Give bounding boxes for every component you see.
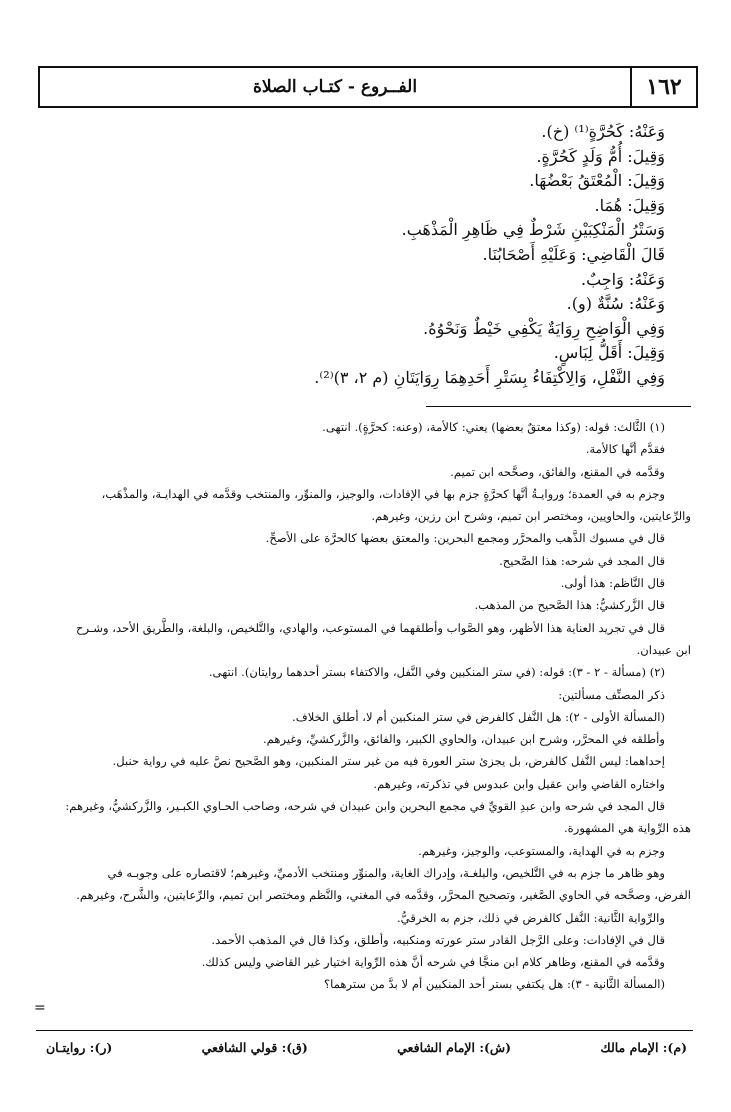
main-text-line: وَقِيلَ: الْمُعْتَقُ بَعْضُهَا.: [529, 171, 665, 191]
footnote-line: قال المجد في شرحه وابن عبدِ القويِّ في مجمع البحرين وابن عبيدان في شرحه، وصاحب الحـاوي الكبـير، والزَّركشيُّ، وغيرهم:: [65, 799, 665, 814]
legend-item: (ر): روايتـان: [46, 1040, 113, 1055]
page-header: [38, 66, 698, 108]
main-text-line: وَعَنْهُ: كَحُرَّةٍ⁽¹⁾ (خ).: [541, 122, 665, 141]
footnote-line: وجزم به في العمدة؛ وروايـةُ أنَّها كحرَّةٍ جزم بها في الإفادات، والوجيز، والمنوِّر، والمنتخب وقدَّمه في الهدايـة، والمذْهَب،: [101, 486, 665, 501]
footnote-line: (٢) (مسألة - ٢ - ٣): قوله: (في ستر المنكبين وفي النَّفل، والاكتفاء بستر أحدهما روايتان). انتهى.: [208, 665, 665, 680]
footnote-line: والرِّواية الثَّانية: النَّفل كالفرض في ذلك، جزم به الخرقيُّ.: [396, 910, 665, 925]
legend-item: (ق): قولي الشافعي: [201, 1040, 308, 1055]
footnote-line: وجزم به في الهداية، والمستوعب، والوجيز، وغيرهم.: [418, 843, 665, 858]
page-number: ١٦٢: [630, 68, 696, 106]
footnote-line: وأطلقه في المحرَّر، وشرح ابن عبيدان، والحاوي الكبير، والفائق، والزَّركشيِّ، وغيرهم.: [262, 732, 665, 747]
main-text: [65, 120, 665, 391]
main-text-line: قَالَ الْقَاضِي: وَعَلَيْهِ أَصْحَابُنَا.: [482, 244, 665, 264]
footnote-line: (١) الثَّالث: قوله: (وكذا معتقٌ بعضها) يعني: كالأمة، (وعنه: كحرَّةٍ). انتهى.: [322, 420, 665, 434]
footnote-line: قال في مسبوك الذَّهب والمحرَّر ومجمع البحرين: والمعتق بعضها كالحرَّة على الأصحِّ.: [265, 531, 665, 546]
footnote-line: والرِّعايتين، والحاويين، ومختصر ابن تميم، وشرح ابن رزين، وغيرهم.: [371, 509, 691, 524]
footnote-line: واختاره القاضي وابن عقيل وابن عبدوس في تذكرته، وغيرهم.: [373, 776, 665, 791]
running-title: الفــروع - كتـاب الصلاة: [252, 77, 418, 97]
legend-item: (ش): الإمام الشافعي: [397, 1040, 512, 1055]
main-text-line: وَقِيلَ: أُمُّ وَلَدٍ كَحُرَّةٍ.: [536, 146, 665, 166]
footnote-line: ذكر المصنِّف مسألتين:: [558, 687, 665, 702]
main-text-line: وَقِيلَ: هُمَا.: [594, 195, 665, 215]
footnote-line: قال النَّاظم: هذا أولى.: [560, 576, 665, 591]
main-text-line: وَفِي النَّفْلِ، وَالِاكْتِفَاءُ بِسَتْرِ أَحَدِهِمَا رِوَايَتَانِ (م ٢، ٣)⁽²⁾.: [314, 367, 665, 387]
footnote-line: هذه الرِّواية هي المشهورة.: [563, 821, 691, 836]
main-text-line: وَقِيلَ: أَقَلُّ لِبَاسٍ.: [553, 343, 665, 363]
footnote-line: (المسألة الأولى - ٢): هل النَّفل كالفرض في ستر المنكبين أم لا، أطلق الخلاف.: [292, 709, 665, 724]
footnote-line: قال في تجريد العناية هذا الأظهر، وهو الصَّواب وأطلقهما في المستوعب، والهادي، والتَّلخيص، والبلغة، والطَّريق الأحد، وشـرح: [75, 620, 665, 635]
footnote-line: الفرض، وصحَّحه في الحاوي الصَّغير، وتصحيح المحرَّر، وقدَّمه في المغني، والنَّظم ومختصر ابن تميم، والرِّعايتين، والشَّرح، وغيرهم.: [76, 888, 691, 903]
continuation-mark: =: [34, 1000, 46, 1016]
footnote-line: ابن عبيدان.: [636, 642, 691, 657]
footnote-line: قال الزَّركشيُّ: هذا الصَّحيح من المذهب.: [474, 598, 665, 613]
footnote-line: وقدَّمه في المقنع، وظاهر كلام ابن منجَّا في شرحه أنَّ هذه الرِّواية اختيار غير القاضي وليس كذلك.: [201, 955, 665, 970]
footnote-line: قال في الإفادات: وعلى الرَّجل القادر ستر عورته ومنكبيه، وأطلق، وكذا قال في المذهب الأحمد.: [211, 932, 665, 947]
footnote-line: فقدَّم أنَّها كالأمة.: [585, 442, 665, 457]
main-text-line: وَعَنْهُ: سُنَّةٌ (و).: [566, 294, 665, 314]
footer-rule: [36, 1030, 693, 1031]
main-text-line: وَعَنْهُ: وَاجِبٌ.: [580, 269, 665, 289]
footnote-divider: [426, 406, 691, 407]
footnote-line: قال المجد في شرحه: هذا الصَّحيح.: [499, 553, 665, 568]
footnote-line: إحداهما: ليس النَّفل كالفرض، بل يجزئ ستر العورة فيه من غير ستر المنكبين، وهو الصَّحيح نصَّ عليه في رواية حنبل.: [112, 754, 665, 769]
footnote-line: (المسألة الثَّانية - ٣): هل يكتفي بستر أحد المنكبين أم لا بدَّ من سترهما؟: [324, 977, 665, 992]
footnote-line: وهو ظاهر ما جزم به في التَّلخيص، والبلغـة، وإدراك الغاية، والمنوِّر ومنتخب الأدميِّ، وغيرهم؛ لاقتصاره على وجوبـه في: [107, 865, 665, 880]
footnote-line: وقدَّمه في المقنع، والفائق، وصحَّحه ابن تميم.: [450, 464, 665, 479]
legend-item: (م): الإمام مالك: [600, 1040, 687, 1055]
main-text-line: وَفِي الْوَاضِحِ رِوَايَةٌ يَكْفِي خَيْطٌ وَنَحْوُهُ.: [423, 318, 665, 338]
abbreviation-legend: [46, 1040, 687, 1055]
main-text-line: وَسَتْرُ الْمَنْكِبَيْنِ شَرْطٌ فِي ظَاهِرِ الْمَذْهَبِ.: [401, 220, 665, 240]
footnotes: [36, 416, 691, 996]
